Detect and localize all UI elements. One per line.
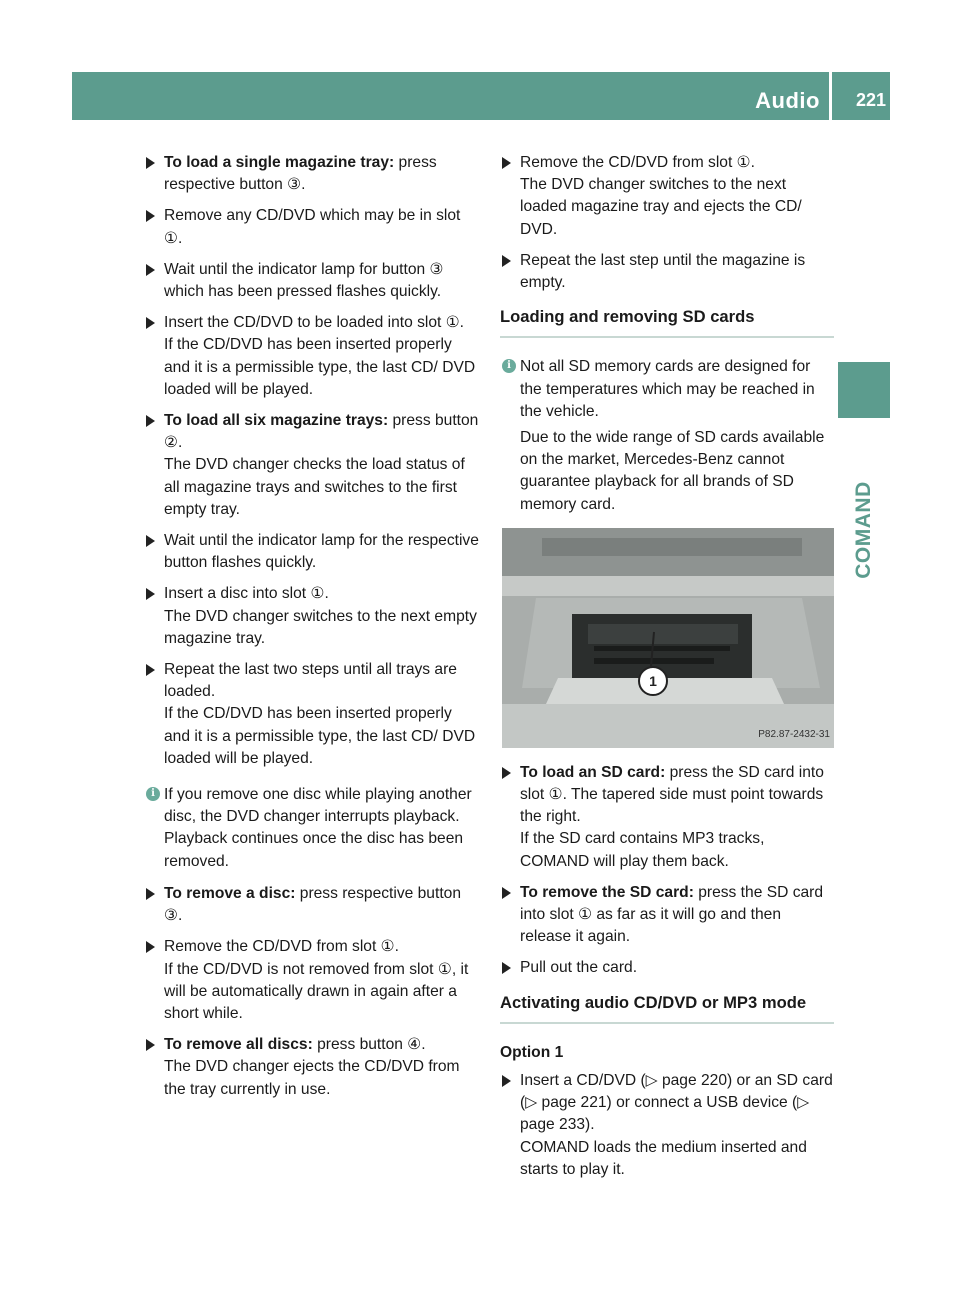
instruction-step xyxy=(146,936,482,1025)
step-arrow-icon xyxy=(146,588,155,600)
step-arrow-icon xyxy=(146,1039,155,1051)
info-note xyxy=(502,356,834,515)
step-result: If the SD card contains MP3 tracks, COMAND will play them back. xyxy=(520,830,765,870)
step-text: Repeat the last two steps until all trays are loaded. xyxy=(164,661,457,701)
step-result: The DVD changer checks the load status of all magazine trays and switches to the first empty tray. xyxy=(164,456,465,518)
section-title: Audio xyxy=(755,88,820,113)
step-result: The DVD changer ejects the CD/DVD from the tray currently in use. xyxy=(164,1058,460,1098)
step-arrow-icon xyxy=(146,210,155,222)
step-text: Insert a CD/DVD (▷ page 220) or an SD card (▷ page 221) or connect a USB device (▷ page 233). xyxy=(520,1072,833,1134)
step-text: Wait until the indicator lamp for the respective button flashes quickly. xyxy=(164,532,479,572)
step-result: If the CD/DVD has been inserted properly and it is a permissible type, the last CD/ DVD loaded will be played. xyxy=(164,336,476,398)
instruction-step xyxy=(146,659,482,770)
step-label: To load all six magazine trays: xyxy=(164,412,389,430)
instruction-step xyxy=(502,152,834,241)
left-column xyxy=(146,152,482,1110)
step-result: The DVD changer switches to the next empty magazine tray. xyxy=(164,607,477,647)
note-text: If you remove one disc while playing another disc, the DVD changer interrupts playback. Playback continues once the disc has been removed. xyxy=(164,786,472,870)
instruction-step xyxy=(146,259,482,303)
sd-slot-illustration xyxy=(502,528,834,748)
step-arrow-icon xyxy=(502,962,511,974)
step-arrow-icon xyxy=(146,317,155,329)
note-text: Not all SD memory cards are designed for the temperatures which may be reached in the vehicle. xyxy=(520,358,815,420)
step-arrow-icon xyxy=(146,941,155,953)
instruction-step xyxy=(146,205,482,249)
note-extra: Due to the wide range of SD cards available on the market, Mercedes-Benz cannot guarantee playback for all brands of SD memory card. xyxy=(520,429,825,513)
step-text: press the SD card into slot ① as far as it will go and then release it again. xyxy=(520,883,824,946)
callout-marker: 1 xyxy=(638,666,668,696)
header-bar xyxy=(72,72,890,120)
step-arrow-icon xyxy=(502,1075,511,1087)
step-arrow-icon xyxy=(502,767,511,779)
instruction-step xyxy=(146,1034,482,1101)
instruction-step xyxy=(502,250,834,294)
instruction-step xyxy=(502,1070,834,1181)
instruction-step xyxy=(146,530,482,574)
step-text: Repeat the last step until the magazine is empty. xyxy=(520,251,806,292)
step-text: press respective button ③. xyxy=(164,154,437,194)
sd-slot-photo xyxy=(502,528,834,748)
info-icon: i xyxy=(502,359,516,373)
step-arrow-icon xyxy=(146,415,155,427)
section-heading: Loading and removing SD cards xyxy=(500,306,834,338)
step-label: To remove all discs: xyxy=(164,1036,313,1054)
step-arrow-icon xyxy=(502,255,511,267)
step-arrow-icon xyxy=(502,157,511,169)
step-label: To remove the SD card: xyxy=(520,883,694,901)
instruction-step xyxy=(146,410,482,521)
instruction-step xyxy=(146,883,482,927)
info-icon: i xyxy=(146,787,160,801)
step-text: press respective button ③. xyxy=(164,884,461,925)
step-text: Remove the CD/DVD from slot ①. xyxy=(164,938,399,956)
step-text: press button ④. xyxy=(312,1036,426,1054)
step-arrow-icon xyxy=(146,535,155,547)
page-number: 221 xyxy=(855,90,886,110)
step-result: If the CD/DVD has been inserted properly and it is a permissible type, the last CD/ DVD loaded will be played. xyxy=(164,705,476,767)
step-result: COMAND loads the medium inserted and starts to play it. xyxy=(520,1138,807,1178)
instruction-step xyxy=(146,583,482,650)
step-arrow-icon xyxy=(146,664,155,676)
info-note xyxy=(146,784,482,873)
step-arrow-icon xyxy=(146,157,155,169)
right-column xyxy=(502,152,834,1190)
side-tab-marker xyxy=(838,362,890,418)
instruction-step xyxy=(502,762,834,873)
section-heading: Activating audio CD/DVD or MP3 mode xyxy=(500,992,834,1024)
instruction-step xyxy=(146,152,482,196)
step-text: press the SD card into slot ①. The tapered side must point towards the right. xyxy=(520,763,824,826)
step-text: Wait until the indicator lamp for button ③ which has been pressed flashes quickly. xyxy=(164,260,444,301)
side-tab-label: COMAND xyxy=(852,481,875,579)
step-text: Insert a disc into slot ①. xyxy=(164,585,329,603)
header-divider xyxy=(829,72,832,120)
step-arrow-icon xyxy=(146,264,155,276)
step-text: press button ②. xyxy=(164,412,479,452)
step-text: Pull out the card. xyxy=(520,959,638,977)
step-result: If the CD/DVD is not removed from slot ①, it will be automatically drawn in again after a short while. xyxy=(164,960,469,1022)
step-text: Remove the CD/DVD from slot ①. xyxy=(520,154,755,171)
instruction-step xyxy=(502,957,834,979)
step-label: To remove a disc: xyxy=(164,884,296,902)
instruction-step xyxy=(146,312,482,401)
step-result: The DVD changer switches to the next loaded magazine tray and ejects the CD/ DVD. xyxy=(520,176,802,238)
instruction-step xyxy=(502,882,834,949)
subheading: Option 1 xyxy=(500,1043,564,1061)
step-text: Remove any CD/DVD which may be in slot ①. xyxy=(164,207,461,247)
step-label: To load an SD card: xyxy=(520,763,666,781)
step-arrow-icon xyxy=(502,887,511,899)
image-code: P82.87-2432-31 xyxy=(758,728,830,740)
step-text: Insert the CD/DVD to be loaded into slot ①. xyxy=(164,314,465,332)
step-arrow-icon xyxy=(146,888,155,900)
step-label: To load a single magazine tray: xyxy=(164,154,395,171)
